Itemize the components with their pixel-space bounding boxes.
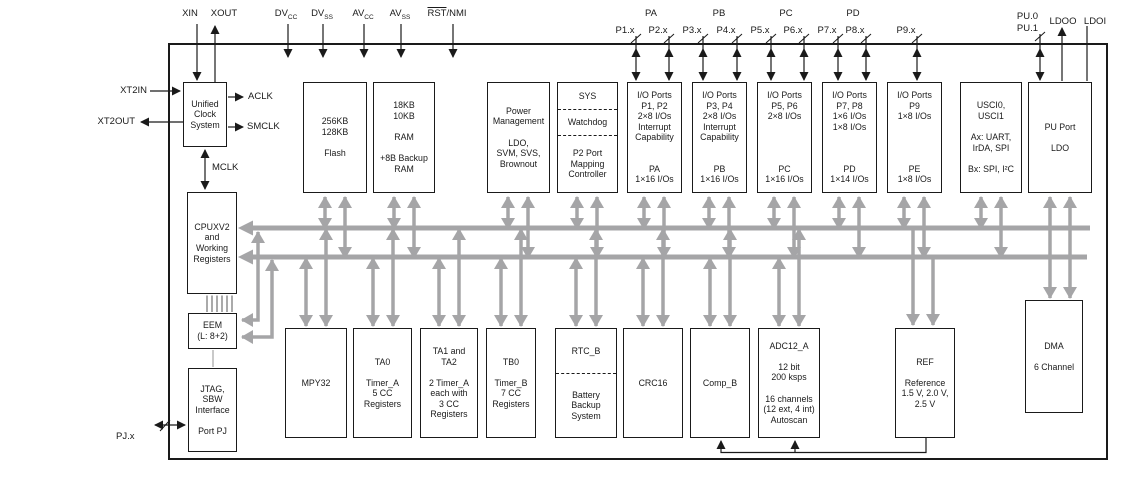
pin-xt2out: XT2OUT bbox=[97, 116, 135, 127]
block-crc16: CRC16 bbox=[623, 328, 683, 438]
port-group-pb: PB bbox=[712, 8, 726, 19]
signal-mclk: MCLK bbox=[212, 162, 239, 173]
block-rtc-b bbox=[555, 328, 617, 438]
pin-rst-nmi: $\overline{RST}$/NMI bbox=[427, 8, 467, 19]
block-ta1-ta2: TA1 and TA2 2 Timer_A each with 3 CC Registers bbox=[420, 328, 478, 438]
pin-ldoi: LDOI bbox=[1083, 16, 1107, 27]
io-block-bottom: PB 1×16 I/Os bbox=[700, 163, 739, 185]
block-ta0: TA0 Timer_A 5 CC Registers bbox=[353, 328, 412, 438]
io-block-top: I/O Ports P5, P6 2×8 I/Os bbox=[767, 90, 802, 122]
port-group-pd: PD bbox=[846, 8, 860, 19]
io-block-bottom: PC 1×16 I/Os bbox=[765, 163, 804, 185]
pin-ldoo: LDOO bbox=[1049, 16, 1077, 27]
block-io-ports-p9 bbox=[887, 82, 942, 193]
io-block-top: I/O Ports P9 1×8 I/Os bbox=[897, 90, 932, 122]
bus-connectors bbox=[242, 197, 1070, 337]
pin-p2x: P2.x bbox=[648, 25, 668, 36]
block-ref: REF Reference 1.5 V, 2.0 V, 2.5 V bbox=[895, 328, 955, 438]
pin-pu01 bbox=[998, 11, 1038, 34]
block-adc12-a: ADC12_A 12 bit 200 ksps 16 channels (12 ext, 4 int) Autoscan bbox=[758, 328, 820, 438]
sys-section: SYS bbox=[578, 90, 597, 101]
block-pu-port-ldo: PU Port LDO bbox=[1028, 82, 1092, 193]
pin-pu1: PU.1 bbox=[1016, 22, 1038, 34]
pin-xin: XIN bbox=[182, 8, 198, 19]
block-dma: DMA 6 Channel bbox=[1025, 300, 1083, 413]
pin-avss: $AV_{SS}$ bbox=[389, 8, 411, 21]
signal-aclk: ACLK bbox=[248, 91, 273, 102]
io-block-top: I/O Ports P1, P2 2×8 I/Os Interrupt Capability bbox=[635, 90, 674, 143]
pin-p3x: P3.x bbox=[682, 25, 702, 36]
block-mpy32: MPY32 bbox=[285, 328, 347, 438]
pin-p5x: P5.x bbox=[750, 25, 770, 36]
pin-xout: XOUT bbox=[210, 8, 238, 19]
block-io-ports-p3-p4 bbox=[692, 82, 747, 193]
block-jtag-sbw: JTAG, SBW Interface Port PJ bbox=[188, 368, 237, 452]
block-io-ports-p7-p8 bbox=[822, 82, 877, 193]
block-comp-b: Comp_B bbox=[690, 328, 750, 438]
cpu-eem-hatch bbox=[207, 296, 232, 313]
pin-p1x: P1.x bbox=[615, 25, 635, 36]
io-block-top: I/O Ports P7, P8 1×6 I/Os 1×8 I/Os bbox=[832, 90, 867, 132]
battery-backup-section: Battery Backup System bbox=[571, 389, 601, 421]
block-io-ports-p1-p2 bbox=[627, 82, 682, 193]
block-unified-clock-system: Unified Clock System bbox=[183, 82, 227, 147]
pin-p8x: P8.x bbox=[845, 25, 865, 36]
pin-xt2in: XT2IN bbox=[120, 85, 147, 96]
port-group-pa: PA bbox=[645, 8, 657, 19]
pin-p6x: P6.x bbox=[783, 25, 803, 36]
watchdog-section: Watchdog bbox=[567, 117, 608, 128]
block-io-ports-p5-p6 bbox=[757, 82, 812, 193]
port-group-pc: PC bbox=[779, 8, 793, 19]
pin-dvss: $DV_{SS}$ bbox=[311, 8, 333, 21]
pin-pu0: PU.0 bbox=[1016, 11, 1038, 22]
io-block-bottom: PA 1×16 I/Os bbox=[635, 163, 674, 185]
io-block-bottom: PD 1×14 I/Os bbox=[830, 163, 869, 185]
block-sys bbox=[557, 82, 618, 193]
block-tb0: TB0 Timer_B 7 CC Registers bbox=[486, 328, 536, 438]
block-cpu: CPUXV2 and Working Registers bbox=[187, 192, 237, 294]
pin-avcc: $AV_{CC}$ bbox=[352, 8, 374, 21]
block-power-management: Power Management LDO, SVM, SVS, Brownout bbox=[487, 82, 550, 193]
pin-dvcc: $DV_{CC}$ bbox=[274, 8, 298, 21]
rtc-section: RTC_B bbox=[571, 345, 601, 356]
pin-p7x: P7.x bbox=[817, 25, 837, 36]
io-block-top: I/O Ports P3, P4 2×8 I/Os Interrupt Capability bbox=[700, 90, 739, 143]
block-ram: 18KB 10KB RAM +8B Backup RAM bbox=[373, 82, 435, 193]
block-usci: USCI0, USCI1 Ax: UART, IrDA, SPI Bx: SPI, I²C bbox=[960, 82, 1022, 193]
io-block-bottom: PE 1×8 I/Os bbox=[897, 163, 932, 185]
port-mapping-section: P2 Port Mapping Controller bbox=[568, 148, 607, 180]
pin-p9x: P9.x bbox=[896, 25, 916, 36]
pin-pjx: PJ.x bbox=[116, 431, 135, 442]
block-flash: 256KB 128KB Flash bbox=[303, 82, 367, 193]
pin-p4x: P4.x bbox=[716, 25, 736, 36]
block-eem: EEM (L: 8+2) bbox=[188, 313, 237, 349]
signal-smclk: SMCLK bbox=[247, 121, 280, 132]
